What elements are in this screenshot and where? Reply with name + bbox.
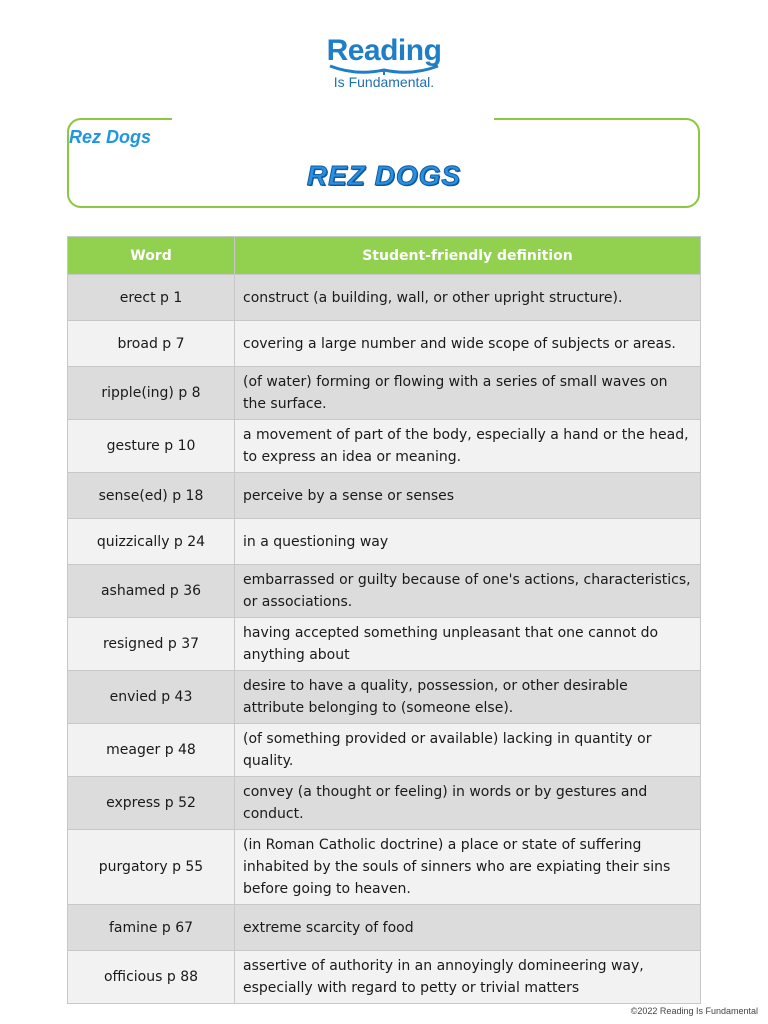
word-cell: express p 52 (68, 777, 235, 830)
word-cell: sense(ed) p 18 (68, 473, 235, 519)
definition-cell: having accepted something unpleasant that one cannot do anything about (235, 618, 701, 671)
table-header-row (68, 237, 701, 275)
table-row (68, 830, 701, 905)
logo-tagline: Is Fundamental. (333, 74, 435, 90)
word-cell: broad p 7 (68, 321, 235, 367)
definition-cell: construct (a building, wall, or other upright structure). (235, 275, 701, 321)
title-frame-gap (172, 114, 494, 122)
table-row (68, 905, 701, 951)
word-cell: famine p 67 (68, 905, 235, 951)
table-row (68, 275, 701, 321)
word-cell: resigned p 37 (68, 618, 235, 671)
table-row (68, 367, 701, 420)
table-row (68, 671, 701, 724)
copyright-footer: ©2022 Reading Is Fundamental (630, 1006, 758, 1016)
logo-wordmark: Reading (326, 34, 442, 67)
table-row (68, 951, 701, 1004)
rif-logo (0, 36, 768, 90)
word-cell: officious p 88 (68, 951, 235, 1004)
definition-cell: extreme scarcity of food (235, 905, 701, 951)
table-row (68, 473, 701, 519)
definition-cell: perceive by a sense or senses (235, 473, 701, 519)
table-row (68, 618, 701, 671)
definition-cell: convey (a thought or feeling) in words or by gestures and conduct. (235, 777, 701, 830)
definition-cell: (of something provided or available) lacking in quantity or quality. (235, 724, 701, 777)
word-cell: purgatory p 55 (68, 830, 235, 905)
definition-cell: (in Roman Catholic doctrine) a place or state of suffering inhabited by the souls of sinners who are expiating their sins before going to heaven. (235, 830, 701, 905)
page-title: REZ DOGS (306, 160, 462, 191)
vocabulary-table (67, 236, 701, 1004)
book-subtitle: Rez Dogs (69, 127, 152, 147)
word-cell: ashamed p 36 (68, 565, 235, 618)
word-cell: erect p 1 (68, 275, 235, 321)
table-row (68, 777, 701, 830)
word-cell: quizzically p 24 (68, 519, 235, 565)
word-cell: envied p 43 (68, 671, 235, 724)
table-row (68, 519, 701, 565)
definition-cell: a movement of part of the body, especially a hand or the head, to express an idea or meaning. (235, 420, 701, 473)
definition-cell: in a questioning way (235, 519, 701, 565)
definition-cell: embarrassed or guilty because of one's actions, characteristics, or associations. (235, 565, 701, 618)
table-row (68, 420, 701, 473)
table-row (68, 724, 701, 777)
definition-cell: covering a large number and wide scope of subjects or areas. (235, 321, 701, 367)
word-cell: meager p 48 (68, 724, 235, 777)
table-row (68, 565, 701, 618)
word-cell: gesture p 10 (68, 420, 235, 473)
definition-cell: (of water) forming or flowing with a series of small waves on the surface. (235, 367, 701, 420)
definition-cell: desire to have a quality, possession, or other desirable attribute belonging to (someone else). (235, 671, 701, 724)
table-row (68, 321, 701, 367)
column-header-word: Word (68, 237, 235, 275)
word-cell: ripple(ing) p 8 (68, 367, 235, 420)
column-header-definition: Student-friendly definition (235, 237, 701, 275)
definition-cell: assertive of authority in an annoyingly domineering way, especially with regard to petty or trivial matters (235, 951, 701, 1004)
